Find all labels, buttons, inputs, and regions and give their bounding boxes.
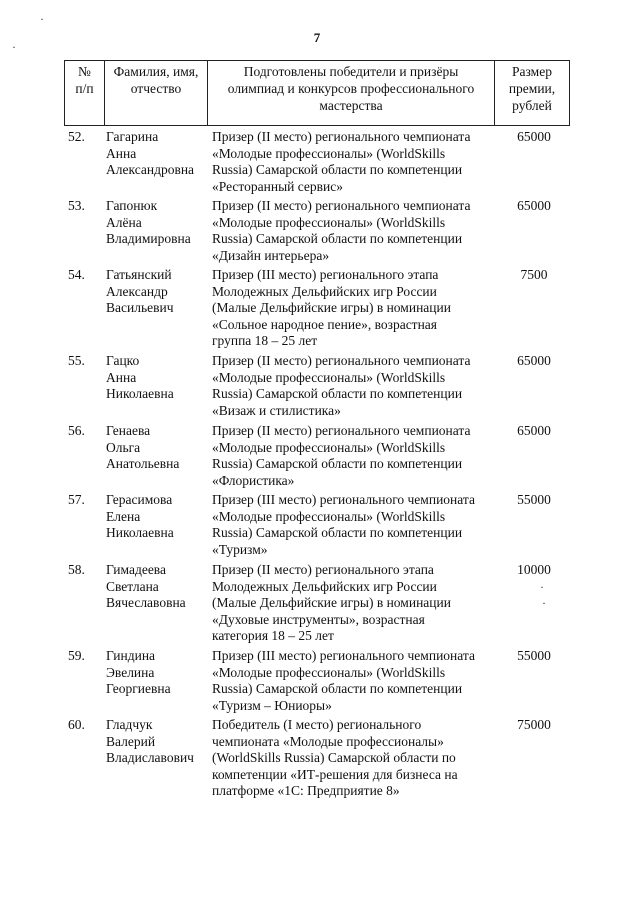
desc-line: Russia) Самарской области по компетенции <box>212 681 463 696</box>
row-number: 52. <box>68 129 85 144</box>
scan-speck: · <box>40 12 44 26</box>
desc-line: категория 18 – 25 лет <box>212 628 334 643</box>
desc-line: «Молодые профессионалы» (WorldSkills <box>212 214 446 230</box>
name-line: Георгиевна <box>106 681 171 696</box>
row-name <box>106 267 206 317</box>
name-line: Гладчук <box>106 717 153 732</box>
row-name <box>106 423 206 473</box>
desc-line: Победитель (I место) регионального <box>212 717 422 732</box>
row-name <box>106 198 206 248</box>
table-header <box>64 60 570 126</box>
desc-line: Призер (III место) регионального чемпионата <box>212 648 475 663</box>
row-name <box>106 717 206 767</box>
name-line: Герасимова <box>106 492 173 507</box>
name-line: Гатьянский <box>106 267 172 282</box>
name-line: Валерий <box>106 733 156 749</box>
desc-line: Призер (II место) регионального чемпионата <box>212 353 471 368</box>
name-line: Александровна <box>106 162 195 177</box>
desc-line: Russia) Самарской области по компетенции <box>212 456 463 471</box>
row-description <box>212 562 490 645</box>
desc-line: Russia) Самарской области по компетенции <box>212 231 463 246</box>
name-line: Гапонюк <box>106 198 158 213</box>
row-number: 58. <box>68 562 85 577</box>
row-prize: 55000 <box>517 648 551 663</box>
header-num-line: № <box>78 64 91 79</box>
row-description <box>212 129 490 195</box>
row-prize: 65000 <box>517 423 551 438</box>
desc-line: «Визаж и стилистика» <box>212 402 341 418</box>
row-name <box>106 562 206 612</box>
row-prize: 65000 <box>517 198 551 213</box>
desc-line: Russia) Самарской области по компетенции <box>212 525 463 540</box>
desc-line: Призер (II место) регионального чемпионата <box>212 129 471 144</box>
row-number: 60. <box>68 717 85 732</box>
name-line: Елена <box>106 508 141 524</box>
desc-line: (WorldSkills Russia) Самарской области по <box>212 750 456 765</box>
header-prize-line: рублей <box>512 98 552 113</box>
name-line: Васильевич <box>106 300 174 315</box>
scan-speck: · <box>12 40 16 54</box>
name-line: Гацко <box>106 353 140 368</box>
desc-line: Молодежных Дельфийских игр России <box>212 578 437 594</box>
desc-line: (Малые Дельфийские игры) в номинации <box>212 595 451 610</box>
name-line: Генаева <box>106 423 151 438</box>
row-name <box>106 129 206 179</box>
row-description <box>212 423 490 489</box>
name-line: Александр <box>106 283 168 299</box>
row-prize: 7500 <box>520 267 548 282</box>
row-prize: 55000 <box>517 492 551 507</box>
row-name <box>106 353 206 403</box>
name-line: Ольга <box>106 439 141 455</box>
header-num-line: п/п <box>75 81 94 96</box>
row-description <box>212 353 490 419</box>
row-prize: 65000 <box>517 129 551 144</box>
desc-line: Призер (II место) регионального чемпионата <box>212 198 471 213</box>
desc-line: (Малые Дельфийские игры) в номинации <box>212 300 451 315</box>
desc-line: «Молодые профессионалы» (WorldSkills <box>212 439 446 455</box>
row-prize: 65000 <box>517 353 551 368</box>
name-line: Гагарина <box>106 129 159 144</box>
header-description <box>208 61 495 125</box>
desc-line: «Флористика» <box>212 472 295 488</box>
scan-speck: · <box>540 580 544 594</box>
desc-line: «Молодые профессионалы» (WorldSkills <box>212 508 446 524</box>
row-description <box>212 648 490 714</box>
row-prize: 75000 <box>517 717 551 732</box>
desc-line: Russia) Самарской области по компетенции <box>212 162 463 177</box>
header-prize-line: Размер <box>512 64 552 79</box>
name-line: Анна <box>106 145 137 161</box>
name-line: Светлана <box>106 578 159 594</box>
row-description <box>212 492 490 558</box>
desc-line: Призер (III место) регионального этапа <box>212 267 439 282</box>
desc-line: Russia) Самарской области по компетенции <box>212 386 463 401</box>
header-description-line: Подготовлены победители и призёры <box>243 64 459 79</box>
row-name <box>106 492 206 542</box>
desc-line: «Духовые инструменты», возрастная <box>212 611 425 627</box>
desc-line: «Туризм» <box>212 541 268 557</box>
name-line: Анна <box>106 369 137 385</box>
page-number: 7 <box>313 30 321 45</box>
row-name <box>106 648 206 698</box>
desc-line: компетенции «ИТ-решения для бизнеса на <box>212 766 458 782</box>
desc-line: «Молодые профессионалы» (WorldSkills <box>212 664 446 680</box>
header-name-line: отчество <box>130 81 182 96</box>
row-number: 56. <box>68 423 85 438</box>
desc-line: группа 18 – 25 лет <box>212 333 318 348</box>
row-number: 53. <box>68 198 85 213</box>
desc-line: «Молодые профессионалы» (WorldSkills <box>212 369 446 385</box>
row-number: 55. <box>68 353 85 368</box>
desc-line: Призер (II место) регионального чемпионата <box>212 423 471 438</box>
desc-line: чемпионата «Молодые профессионалы» <box>212 733 444 749</box>
name-line: Николаевна <box>106 386 174 401</box>
desc-line: «Ресторанный сервис» <box>212 178 343 194</box>
header-description-line: олимпиад и конкурсов профессионального <box>227 81 475 96</box>
row-description <box>212 198 490 264</box>
desc-line: «Дизайн интерьера» <box>212 247 330 263</box>
header-name <box>105 61 208 125</box>
desc-line: платформе «1С: Предприятие 8» <box>212 783 400 798</box>
header-prize <box>495 61 569 125</box>
name-line: Эвелина <box>106 664 155 680</box>
name-line: Анатольевна <box>106 456 180 471</box>
row-description <box>212 717 490 800</box>
row-prize: 10000 <box>517 562 551 577</box>
desc-line: Призер (III место) регионального чемпионата <box>212 492 475 507</box>
header-prize-line: премии, <box>508 81 556 96</box>
scan-speck: · <box>542 596 546 610</box>
name-line: Владиславович <box>106 750 194 765</box>
desc-line: Призер (II место) регионального этапа <box>212 562 434 577</box>
name-line: Алёна <box>106 214 142 230</box>
name-line: Гимадеева <box>106 562 166 577</box>
desc-line: «Молодые профессионалы» (WorldSkills <box>212 145 446 161</box>
row-description <box>212 267 490 350</box>
header-num <box>65 61 105 125</box>
header-name-line: Фамилия, имя, <box>113 64 199 79</box>
row-number: 54. <box>68 267 85 282</box>
desc-line: «Сольное народное пение», возрастная <box>212 316 438 332</box>
name-line: Николаевна <box>106 525 174 540</box>
row-number: 59. <box>68 648 85 663</box>
header-description-line: мастерства <box>319 98 383 113</box>
name-line: Вячеславовна <box>106 595 186 610</box>
row-number: 57. <box>68 492 85 507</box>
desc-line: Молодежных Дельфийских игр России <box>212 283 437 299</box>
name-line: Гиндина <box>106 648 156 663</box>
name-line: Владимировна <box>106 231 191 246</box>
desc-line: «Туризм – Юниоры» <box>212 697 332 713</box>
